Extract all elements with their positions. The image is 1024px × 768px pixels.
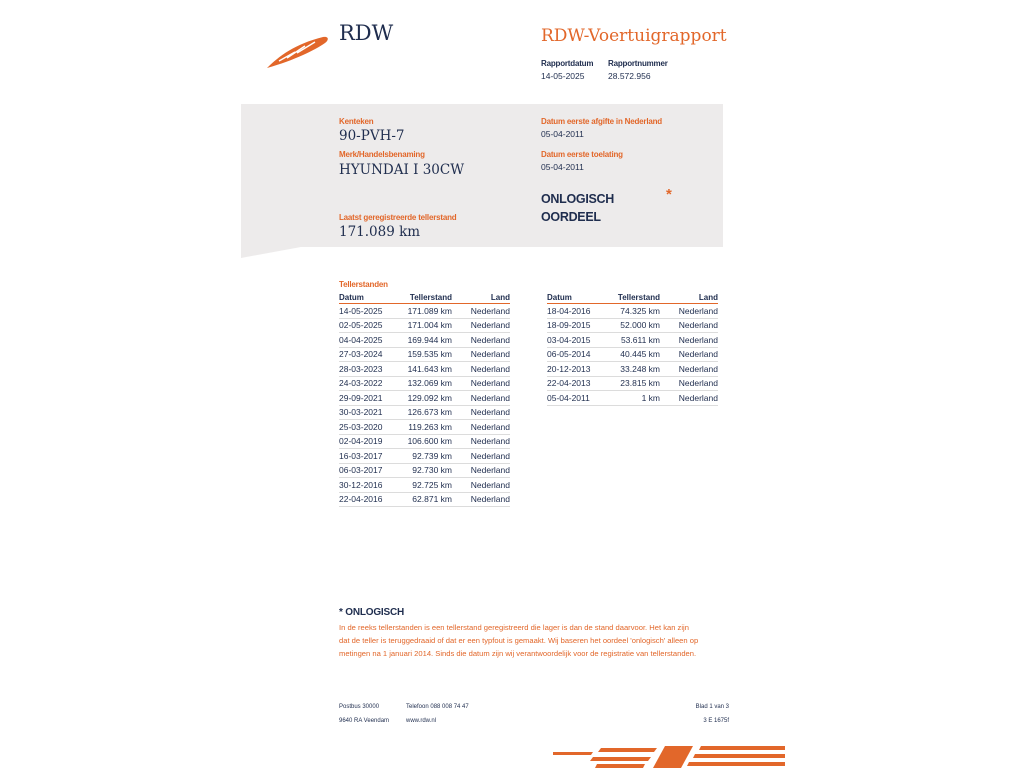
rdw-feather-logo-icon bbox=[265, 34, 331, 70]
reading-km: 171.004 km bbox=[399, 318, 452, 333]
table-row bbox=[339, 362, 510, 377]
table-row bbox=[547, 318, 718, 333]
reading-date: 22-04-2013 bbox=[547, 376, 607, 391]
table-row bbox=[547, 376, 718, 391]
reading-land: Nederland bbox=[452, 420, 510, 435]
reading-date: 22-04-2016 bbox=[339, 492, 399, 507]
footer-code: 3 E 1675f bbox=[703, 718, 729, 724]
reading-km: 52.000 km bbox=[607, 318, 660, 333]
reading-km: 74.325 km bbox=[607, 304, 660, 319]
reading-land: Nederland bbox=[452, 492, 510, 507]
reading-km: 119.263 km bbox=[399, 420, 452, 435]
table-row bbox=[339, 420, 510, 435]
reading-land: Nederland bbox=[660, 376, 718, 391]
readings-table-left bbox=[339, 292, 510, 507]
rdw-speed-stripes-icon bbox=[553, 744, 785, 768]
verdict-line-1: ONLOGISCH bbox=[541, 192, 614, 206]
reading-date: 06-03-2017 bbox=[339, 463, 399, 478]
reading-land: Nederland bbox=[660, 391, 718, 406]
note-line-3: metingen na 1 januari 2014. Sinds die datum zijn wij verantwoordelijk voor de registratie van tellerstanden. bbox=[339, 649, 697, 658]
reading-km: 40.445 km bbox=[607, 347, 660, 362]
reading-land: Nederland bbox=[660, 304, 718, 319]
reading-date: 20-12-2013 bbox=[547, 362, 607, 377]
table-row bbox=[339, 478, 510, 493]
reading-km: 23.815 km bbox=[607, 376, 660, 391]
report-date: 14-05-2025 bbox=[541, 71, 585, 81]
plate-value: 90-PVH-7 bbox=[339, 128, 405, 144]
first-admission-label: Datum eerste toelating bbox=[541, 150, 623, 159]
footer-address-1: Postbus 30000 bbox=[339, 704, 380, 710]
reading-date: 05-04-2011 bbox=[547, 391, 607, 406]
reading-date: 18-04-2016 bbox=[547, 304, 607, 319]
reading-date: 03-04-2015 bbox=[547, 333, 607, 348]
reading-km: 171.089 km bbox=[399, 304, 452, 319]
reading-km: 53.611 km bbox=[607, 333, 660, 348]
report-number: 28.572.956 bbox=[608, 71, 651, 81]
table-row bbox=[339, 434, 510, 449]
reading-date: 30-03-2021 bbox=[339, 405, 399, 420]
reading-km: 106.600 km bbox=[399, 434, 452, 449]
reading-land: Nederland bbox=[660, 333, 718, 348]
reading-land: Nederland bbox=[452, 405, 510, 420]
col-date-header: Datum bbox=[547, 292, 607, 304]
col-km-header: Tellerstand bbox=[607, 292, 660, 304]
table-row bbox=[547, 304, 718, 319]
table-row bbox=[547, 391, 718, 406]
reading-date: 29-09-2021 bbox=[339, 391, 399, 406]
reading-km: 159.535 km bbox=[399, 347, 452, 362]
reading-km: 129.092 km bbox=[399, 391, 452, 406]
col-date-header: Datum bbox=[339, 292, 399, 304]
reading-date: 24-03-2022 bbox=[339, 376, 399, 391]
table-row bbox=[339, 463, 510, 478]
table-row bbox=[339, 449, 510, 464]
reading-km: 92.730 km bbox=[399, 463, 452, 478]
report-title: RDW-Voertuigrapport bbox=[541, 26, 727, 46]
note-line-2: dat de teller is teruggedraaid of dat er een typfout is gemaakt. Wij baseren het oordeel 'onlogisch' alleen op bbox=[339, 636, 699, 645]
first-issue-nl-value: 05-04-2011 bbox=[541, 129, 584, 139]
footer-address-2: 9640 RA Veendam bbox=[339, 718, 390, 724]
make-value: HYUNDAI I 30CW bbox=[339, 162, 465, 178]
reading-km: 141.643 km bbox=[399, 362, 452, 377]
reading-land: Nederland bbox=[452, 347, 510, 362]
reading-land: Nederland bbox=[660, 318, 718, 333]
plate-label: Kenteken bbox=[339, 117, 374, 126]
reading-date: 06-05-2014 bbox=[547, 347, 607, 362]
reading-date: 27-03-2024 bbox=[339, 347, 399, 362]
reading-date: 30-12-2016 bbox=[339, 478, 399, 493]
first-admission-value: 05-04-2011 bbox=[541, 162, 584, 172]
note-title: * ONLOGISCH bbox=[339, 607, 405, 618]
odometer-label: Laatst geregistreerde tellerstand bbox=[339, 213, 457, 222]
table-row bbox=[339, 492, 510, 507]
reading-date: 25-03-2020 bbox=[339, 420, 399, 435]
reading-land: Nederland bbox=[452, 478, 510, 493]
make-label: Merk/Handelsbenaming bbox=[339, 150, 425, 159]
table-row bbox=[339, 391, 510, 406]
reading-date: 02-05-2025 bbox=[339, 318, 399, 333]
reading-date: 14-05-2025 bbox=[339, 304, 399, 319]
reading-km: 92.739 km bbox=[399, 449, 452, 464]
table-row bbox=[547, 347, 718, 362]
reading-km: 126.673 km bbox=[399, 405, 452, 420]
note-line-1: In de reeks tellerstanden is een tellerstand geregistreerd die lager is dan de stand daarvoor. Het kan zijn bbox=[339, 623, 689, 632]
table-row bbox=[339, 405, 510, 420]
readings-table-right bbox=[547, 292, 718, 406]
reading-date: 18-09-2015 bbox=[547, 318, 607, 333]
reading-land: Nederland bbox=[452, 391, 510, 406]
reading-km: 1 km bbox=[607, 391, 660, 406]
panel-notch bbox=[241, 247, 301, 258]
reading-land: Nederland bbox=[660, 347, 718, 362]
readings-title: Tellerstanden bbox=[339, 280, 388, 289]
reading-date: 28-03-2023 bbox=[339, 362, 399, 377]
table-row bbox=[339, 347, 510, 362]
reading-date: 16-03-2017 bbox=[339, 449, 399, 464]
verdict-line-2: OORDEEL bbox=[541, 210, 601, 224]
reading-km: 62.871 km bbox=[399, 492, 452, 507]
reading-date: 04-04-2025 bbox=[339, 333, 399, 348]
col-km-header: Tellerstand bbox=[399, 292, 452, 304]
reading-land: Nederland bbox=[452, 318, 510, 333]
first-issue-nl-label: Datum eerste afgifte in Nederland bbox=[541, 117, 662, 126]
reading-land: Nederland bbox=[452, 376, 510, 391]
reading-km: 169.944 km bbox=[399, 333, 452, 348]
reading-date: 02-04-2019 bbox=[339, 434, 399, 449]
reading-land: Nederland bbox=[452, 362, 510, 377]
odometer-value: 171.089 km bbox=[339, 224, 421, 240]
footer-website: www.rdw.nl bbox=[406, 718, 437, 724]
report-date-label: Rapportdatum bbox=[541, 59, 594, 68]
footer-page: Blad 1 van 3 bbox=[695, 704, 729, 710]
reading-land: Nederland bbox=[452, 333, 510, 348]
table-row bbox=[339, 333, 510, 348]
org-name: RDW bbox=[339, 21, 394, 45]
footer-phone: Telefoon 088 008 74 47 bbox=[406, 704, 469, 710]
table-row bbox=[339, 318, 510, 333]
reading-land: Nederland bbox=[452, 304, 510, 319]
reading-km: 132.069 km bbox=[399, 376, 452, 391]
report-number-label: Rapportnummer bbox=[608, 59, 668, 68]
reading-km: 33.248 km bbox=[607, 362, 660, 377]
table-row bbox=[547, 333, 718, 348]
col-land-header: Land bbox=[452, 292, 510, 304]
reading-km: 92.725 km bbox=[399, 478, 452, 493]
col-land-header: Land bbox=[660, 292, 718, 304]
reading-land: Nederland bbox=[452, 434, 510, 449]
reading-land: Nederland bbox=[452, 449, 510, 464]
reading-land: Nederland bbox=[660, 362, 718, 377]
table-row bbox=[339, 376, 510, 391]
reading-land: Nederland bbox=[452, 463, 510, 478]
table-row bbox=[339, 304, 510, 319]
table-row bbox=[547, 362, 718, 377]
verdict-asterisk: * bbox=[666, 186, 672, 203]
